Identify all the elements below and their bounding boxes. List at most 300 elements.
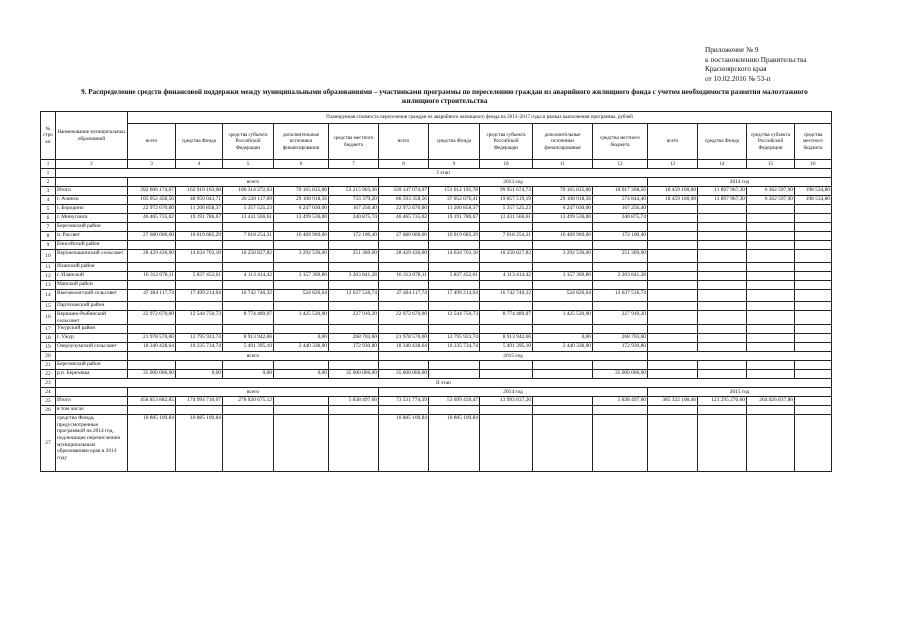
row-number-cell: 24 bbox=[41, 388, 56, 397]
value-cell: 524 626,64 bbox=[274, 290, 329, 302]
row-number-cell: 15 bbox=[41, 302, 56, 311]
value-cell: 35 000 000,00 bbox=[329, 370, 379, 379]
row-number-cell: 1 bbox=[41, 169, 56, 178]
title-line: 9. Распределение средств финансовой поддержки между муниципальными образованиями – участниками программы по переселению граждан из аварийного жилищного фонда с учетом необходимости развития малоэтажного bbox=[81, 88, 808, 96]
value-cell bbox=[329, 406, 379, 415]
approval-line: Красноярского края bbox=[705, 64, 767, 74]
blank-cell bbox=[223, 223, 274, 232]
blank-cell bbox=[176, 263, 223, 272]
table-row bbox=[41, 325, 832, 334]
value-cell bbox=[648, 205, 698, 214]
row-number-cell: 6 bbox=[41, 214, 56, 223]
table-row bbox=[41, 388, 832, 397]
value-cell bbox=[648, 232, 698, 241]
value-cell: 53 215 903,36 bbox=[329, 187, 379, 196]
table-row bbox=[41, 343, 832, 352]
table-row bbox=[41, 241, 832, 250]
district-cell: Ужурский район bbox=[56, 325, 128, 334]
group-header-cell: всего bbox=[128, 352, 379, 361]
blank-cell bbox=[379, 302, 429, 311]
table-row bbox=[41, 178, 832, 187]
blank-cell bbox=[176, 223, 223, 232]
blank-cell bbox=[223, 361, 274, 370]
value-cell: 18 017 368,56 bbox=[593, 187, 648, 196]
municipality-name-cell: Верхнепашинский сельсовет bbox=[56, 250, 128, 263]
value-cell: 2 440 338,00 bbox=[274, 343, 329, 352]
group-header-cell: 2014 год bbox=[648, 178, 832, 187]
value-cell: 12 544 750,73 bbox=[429, 311, 480, 325]
value-cell: 0,00 bbox=[223, 370, 274, 379]
subheader-cell: средства Фонда bbox=[176, 124, 223, 160]
table-row bbox=[41, 169, 832, 178]
blank-cell bbox=[379, 223, 429, 232]
value-cell: 13 431 566,61 bbox=[223, 214, 274, 223]
col-num-header: № стро ки bbox=[41, 112, 56, 160]
value-cell bbox=[648, 334, 698, 343]
blank-cell bbox=[223, 302, 274, 311]
value-cell: 0,00 bbox=[533, 334, 593, 343]
column-number-cell: 12 bbox=[593, 160, 648, 169]
value-cell bbox=[648, 290, 698, 302]
blank-cell bbox=[429, 223, 480, 232]
blank-cell bbox=[593, 241, 648, 250]
value-cell bbox=[429, 370, 480, 379]
value-cell bbox=[648, 272, 698, 281]
table-row bbox=[41, 397, 832, 406]
value-cell: 5 491 395,10 bbox=[480, 343, 533, 352]
value-cell: 53 699 439,47 bbox=[429, 397, 480, 406]
value-cell: 264 026 837,86 bbox=[747, 397, 795, 406]
row-number-cell: 27 bbox=[41, 415, 56, 472]
blank-cell bbox=[329, 302, 379, 311]
column-number-cell: 14 bbox=[698, 160, 747, 169]
district-cell: Березовский район bbox=[56, 361, 128, 370]
group-header-cell: 2015 год bbox=[379, 352, 648, 361]
row-number-cell: 23 bbox=[41, 379, 56, 388]
blank-cell bbox=[533, 223, 593, 232]
value-cell: 10 885 109,84 bbox=[429, 415, 480, 472]
value-cell: 28 429 436,00 bbox=[379, 250, 429, 263]
value-cell bbox=[533, 397, 593, 406]
district-cell: Березовский район bbox=[56, 223, 128, 232]
blank-cell bbox=[56, 388, 128, 397]
row-number-cell: 22 bbox=[41, 370, 56, 379]
value-cell: 37 052 076,41 bbox=[429, 196, 480, 205]
value-cell: 5 838 497,66 bbox=[329, 397, 379, 406]
table-row bbox=[41, 232, 832, 241]
value-cell: 10 469 960,00 bbox=[533, 232, 593, 241]
value-cell: 0,00 bbox=[176, 370, 223, 379]
approval-line: Приложение № 9 bbox=[705, 45, 759, 54]
blank-cell bbox=[593, 223, 648, 232]
row-number-cell: 19 bbox=[41, 343, 56, 352]
value-cell: 105 052 458,56 bbox=[128, 196, 176, 205]
value-cell: 151 012 195,78 bbox=[429, 187, 480, 196]
column-number-cell: 5 bbox=[223, 160, 274, 169]
subheader-cell: дополнительные источники финансирования bbox=[533, 124, 593, 160]
row-number-cell: 13 bbox=[41, 281, 56, 290]
value-cell bbox=[698, 343, 747, 352]
document-title bbox=[42, 88, 847, 107]
blank-cell bbox=[698, 281, 747, 290]
col-plan-header: Планируемая стоимость переселения граждан из аварийного жилищного фонда на 2013–2017 годы в рамках выполнения программы, рублей bbox=[128, 112, 832, 124]
value-cell bbox=[747, 334, 795, 343]
row-number-cell: 20 bbox=[41, 352, 56, 361]
value-cell: 268 703,60 bbox=[593, 334, 648, 343]
value-cell: 16 742 740,32 bbox=[223, 290, 274, 302]
blank-cell bbox=[698, 302, 747, 311]
value-cell: 12 544 750,73 bbox=[176, 311, 223, 325]
blank-cell bbox=[379, 325, 429, 334]
stage-cell: II этап bbox=[56, 379, 832, 388]
table-row bbox=[41, 334, 832, 343]
value-cell: 3 157 369,80 bbox=[274, 272, 329, 281]
value-cell: 106 314 272,63 bbox=[223, 187, 274, 196]
value-cell bbox=[648, 415, 698, 472]
row-number-cell: 7 bbox=[41, 223, 56, 232]
blank-cell bbox=[274, 223, 329, 232]
value-cell bbox=[747, 311, 795, 325]
blank-cell bbox=[533, 281, 593, 290]
value-cell bbox=[698, 272, 747, 281]
municipality-name-cell: г. Иланский bbox=[56, 272, 128, 281]
row-number-cell: 9 bbox=[41, 241, 56, 250]
value-cell bbox=[128, 406, 176, 415]
value-cell: 46 465 735,02 bbox=[128, 214, 176, 223]
blank-cell bbox=[795, 325, 832, 334]
blank-cell bbox=[223, 325, 274, 334]
value-cell bbox=[223, 406, 274, 415]
row-number-cell: 21 bbox=[41, 361, 56, 370]
value-cell bbox=[176, 406, 223, 415]
blank-cell bbox=[648, 361, 698, 370]
value-cell: 162 910 163,08 bbox=[176, 187, 223, 196]
blank-cell bbox=[795, 263, 832, 272]
table-body bbox=[41, 169, 832, 472]
row-number-cell: 14 bbox=[41, 290, 56, 302]
value-cell: 7 018 254,31 bbox=[223, 232, 274, 241]
value-cell: 11 200 858,37 bbox=[176, 205, 223, 214]
value-cell: 48 950 043,71 bbox=[176, 196, 223, 205]
blank-cell bbox=[429, 281, 480, 290]
table-row bbox=[41, 223, 832, 232]
value-cell: 29 108 918,56 bbox=[533, 196, 593, 205]
value-cell bbox=[795, 205, 832, 214]
municipality-name-cell: р.п. Березовка bbox=[56, 370, 128, 379]
column-number-cell: 4 bbox=[176, 160, 223, 169]
blank-cell bbox=[176, 361, 223, 370]
value-cell: 10 235 734,74 bbox=[176, 343, 223, 352]
value-cell: 13 499 536,00 bbox=[274, 214, 329, 223]
blank-cell bbox=[533, 361, 593, 370]
municipality-name-cell: Озероучумский сельсовет bbox=[56, 343, 128, 352]
col-name-header: Наименование муниципальных образований bbox=[56, 112, 128, 160]
blank-cell bbox=[795, 302, 832, 311]
value-cell: 18 459 100,00 bbox=[648, 187, 698, 196]
blank-cell bbox=[747, 223, 795, 232]
blank-cell bbox=[593, 325, 648, 334]
value-cell: 172 100,40 bbox=[329, 232, 379, 241]
value-cell: 3 203 841,28 bbox=[329, 272, 379, 281]
table-row bbox=[41, 415, 832, 472]
value-cell bbox=[480, 415, 533, 472]
blank-cell bbox=[329, 361, 379, 370]
table-row bbox=[41, 302, 832, 311]
group-header-cell: 2013 год bbox=[379, 178, 648, 187]
blank-cell bbox=[176, 281, 223, 290]
value-cell: 12 637 536,74 bbox=[329, 290, 379, 302]
blank-cell bbox=[379, 361, 429, 370]
subheader-cell: средства местного бюджета bbox=[329, 124, 379, 160]
value-cell: 6 362 597,90 bbox=[747, 196, 795, 205]
district-cell: Манский район bbox=[56, 281, 128, 290]
blank-cell bbox=[533, 263, 593, 272]
value-cell: 174 994 710,07 bbox=[176, 397, 223, 406]
value-cell: 3 292 536,00 bbox=[533, 250, 593, 263]
column-number-cell: 9 bbox=[429, 160, 480, 169]
value-cell bbox=[274, 397, 329, 406]
value-cell bbox=[533, 370, 593, 379]
value-cell bbox=[698, 250, 747, 263]
value-cell bbox=[795, 232, 832, 241]
district-cell: Партизанский район bbox=[56, 302, 128, 311]
value-cell: 5 357 525,23 bbox=[480, 205, 533, 214]
blank-cell bbox=[128, 241, 176, 250]
value-cell: 17 499 214,04 bbox=[429, 290, 480, 302]
blank-cell bbox=[274, 241, 329, 250]
value-cell bbox=[747, 290, 795, 302]
group-header-cell: всего bbox=[128, 388, 379, 397]
value-cell: 47 404 117,74 bbox=[379, 290, 429, 302]
blank-cell bbox=[648, 302, 698, 311]
blank-cell bbox=[429, 302, 480, 311]
blank-cell bbox=[747, 361, 795, 370]
blank-cell bbox=[747, 281, 795, 290]
blank-cell bbox=[593, 361, 648, 370]
blank-cell bbox=[176, 241, 223, 250]
value-cell: 26 220 117,09 bbox=[223, 196, 274, 205]
table-header bbox=[41, 112, 832, 169]
blank-cell bbox=[480, 361, 533, 370]
municipality-name-cell: г. Ужур bbox=[56, 334, 128, 343]
approval-line: от 10.02.2016 № 53-п bbox=[705, 73, 771, 83]
blank-cell bbox=[429, 361, 480, 370]
value-cell: 172 930,80 bbox=[329, 343, 379, 352]
row-number-cell: 10 bbox=[41, 250, 56, 263]
value-cell bbox=[533, 406, 593, 415]
value-cell: 10 885 109,84 bbox=[176, 415, 223, 472]
blank-cell bbox=[223, 263, 274, 272]
value-cell bbox=[648, 311, 698, 325]
value-cell bbox=[223, 415, 274, 472]
blank-cell bbox=[480, 281, 533, 290]
column-number-cell: 16 bbox=[795, 160, 832, 169]
value-cell: 5 838 497,66 bbox=[593, 397, 648, 406]
value-cell: 27 680 000,00 bbox=[379, 232, 429, 241]
blank-cell bbox=[223, 241, 274, 250]
value-cell: 385 322 108,46 bbox=[648, 397, 698, 406]
municipality-name-cell: средства Фонда, предусмотренные программой на 2014 год, подлежащие перечислению муниципальным образованиям края в 2014 году bbox=[56, 415, 128, 472]
blank-cell bbox=[128, 223, 176, 232]
value-cell bbox=[698, 205, 747, 214]
blank-cell bbox=[429, 241, 480, 250]
value-cell: 35 000 000,00 bbox=[379, 370, 429, 379]
value-cell: 3 157 369,80 bbox=[533, 272, 593, 281]
table-row bbox=[41, 370, 832, 379]
group-header-cell: 2014 год bbox=[379, 388, 648, 397]
value-cell bbox=[747, 370, 795, 379]
value-cell: 11 897 967,30 bbox=[698, 196, 747, 205]
value-cell: 22 972 670,00 bbox=[128, 205, 176, 214]
value-cell bbox=[533, 415, 593, 472]
value-cell: 574 844,40 bbox=[593, 196, 648, 205]
district-cell: Енисейский район bbox=[56, 241, 128, 250]
value-cell: 28 429 436,00 bbox=[128, 250, 176, 263]
value-cell: 5 491 395,10 bbox=[223, 343, 274, 352]
value-cell: 1 425 520,00 bbox=[533, 311, 593, 325]
blank-cell bbox=[274, 361, 329, 370]
table-row bbox=[41, 272, 832, 281]
value-cell: 268 703,60 bbox=[329, 334, 379, 343]
blank-cell bbox=[698, 361, 747, 370]
blank-cell bbox=[329, 263, 379, 272]
value-cell bbox=[747, 415, 795, 472]
table-row bbox=[41, 263, 832, 272]
column-number-cell: 15 bbox=[747, 160, 795, 169]
value-cell: 6 247 030,00 bbox=[274, 205, 329, 214]
value-cell bbox=[698, 406, 747, 415]
value-cell: 167 256,40 bbox=[593, 205, 648, 214]
column-number-cell: 7 bbox=[329, 160, 379, 169]
blank-cell bbox=[593, 263, 648, 272]
value-cell: 121 295 270,60 bbox=[698, 397, 747, 406]
row-number-cell: 18 bbox=[41, 334, 56, 343]
value-cell: 10 885 109,84 bbox=[379, 415, 429, 472]
subheader-cell: средства субъекта Российской Федерации bbox=[480, 124, 533, 160]
value-cell: 340 875,74 bbox=[593, 214, 648, 223]
value-cell bbox=[648, 250, 698, 263]
subheader-cell: средства местного бюджета bbox=[795, 124, 832, 160]
blank-cell bbox=[480, 263, 533, 272]
blank-cell bbox=[533, 325, 593, 334]
value-cell bbox=[593, 415, 648, 472]
value-cell bbox=[480, 406, 533, 415]
value-cell: 21 978 570,00 bbox=[379, 334, 429, 343]
row-number-cell: 3 bbox=[41, 187, 56, 196]
value-cell: 251 369,00 bbox=[593, 250, 648, 263]
blank-cell bbox=[379, 263, 429, 272]
value-cell bbox=[274, 415, 329, 472]
value-cell bbox=[747, 232, 795, 241]
blank-cell bbox=[329, 223, 379, 232]
municipality-name-cell: Вершино-Рыбинский сельсовет bbox=[56, 311, 128, 325]
value-cell bbox=[747, 214, 795, 223]
blank-cell bbox=[533, 302, 593, 311]
finance-table bbox=[40, 111, 832, 472]
group-header-cell: всего bbox=[128, 178, 379, 187]
value-cell bbox=[747, 343, 795, 352]
value-cell: 35 000 000,00 bbox=[128, 370, 176, 379]
blank-cell bbox=[480, 302, 533, 311]
value-cell bbox=[795, 334, 832, 343]
blank-cell bbox=[128, 281, 176, 290]
group-header-cell: 2015 год bbox=[648, 388, 832, 397]
value-cell: 19 857 519,19 bbox=[480, 196, 533, 205]
value-cell bbox=[274, 406, 329, 415]
value-cell: 8 774 489,07 bbox=[480, 311, 533, 325]
blank-cell bbox=[698, 325, 747, 334]
blank-cell bbox=[329, 241, 379, 250]
table-row bbox=[41, 250, 832, 263]
value-cell: 0,00 bbox=[274, 370, 329, 379]
column-number-cell: 11 bbox=[533, 160, 593, 169]
municipality-name-cell: г. Бородино bbox=[56, 205, 128, 214]
municipality-name-cell: Итого bbox=[56, 397, 128, 406]
value-cell: 1 425 520,00 bbox=[274, 311, 329, 325]
blank-cell bbox=[648, 281, 698, 290]
value-cell: 70 165 835,00 bbox=[274, 187, 329, 196]
value-cell: 339 147 074,07 bbox=[379, 187, 429, 196]
value-cell: 18 340 438,64 bbox=[128, 343, 176, 352]
value-cell: 12 637 536,74 bbox=[593, 290, 648, 302]
value-cell bbox=[795, 272, 832, 281]
value-cell: 227 910,20 bbox=[593, 311, 648, 325]
blank-cell bbox=[593, 281, 648, 290]
value-cell: 2 440 338,00 bbox=[533, 343, 593, 352]
blank-cell bbox=[56, 352, 128, 361]
value-cell bbox=[795, 370, 832, 379]
value-cell: 172 930,80 bbox=[593, 343, 648, 352]
blank-cell bbox=[128, 325, 176, 334]
column-number-cell: 3 bbox=[128, 160, 176, 169]
municipality-name-cell: в том числе bbox=[56, 406, 128, 415]
title-line: жилищного строительства bbox=[401, 97, 488, 106]
table-row bbox=[41, 290, 832, 302]
value-cell: 13 499 536,00 bbox=[533, 214, 593, 223]
value-cell bbox=[747, 205, 795, 214]
value-cell bbox=[698, 290, 747, 302]
value-cell: 6 362 597,90 bbox=[747, 187, 795, 196]
value-cell bbox=[648, 406, 698, 415]
table-row bbox=[41, 361, 832, 370]
value-cell: 70 165 835,00 bbox=[533, 187, 593, 196]
blank-cell bbox=[379, 241, 429, 250]
subheader-cell: средства субъекта Российской Федерации bbox=[223, 124, 274, 160]
value-cell: 278 020 675,12 bbox=[223, 397, 274, 406]
value-cell: 3 203 841,28 bbox=[593, 272, 648, 281]
value-cell bbox=[795, 406, 832, 415]
row-number-cell: 12 bbox=[41, 272, 56, 281]
value-cell: 10 019 685,29 bbox=[429, 232, 480, 241]
value-cell: 22 972 670,00 bbox=[379, 205, 429, 214]
column-number-cell: 8 bbox=[379, 160, 429, 169]
blank-cell bbox=[747, 302, 795, 311]
table-row bbox=[41, 311, 832, 325]
value-cell bbox=[593, 406, 648, 415]
column-number-cell: 2 bbox=[56, 160, 128, 169]
blank-cell bbox=[795, 361, 832, 370]
blank-cell bbox=[698, 241, 747, 250]
blank-cell bbox=[480, 325, 533, 334]
value-cell: 17 499 214,04 bbox=[176, 290, 223, 302]
municipality-name-cell: Выезжелогский сельсовет bbox=[56, 290, 128, 302]
value-cell: 10 885 109,84 bbox=[128, 415, 176, 472]
value-cell: 5 837 452,61 bbox=[176, 272, 223, 281]
value-cell: 340 875,74 bbox=[329, 214, 379, 223]
value-cell: 10 469 960,00 bbox=[274, 232, 329, 241]
value-cell: 99 951 674,73 bbox=[480, 187, 533, 196]
row-number-cell: 8 bbox=[41, 232, 56, 241]
